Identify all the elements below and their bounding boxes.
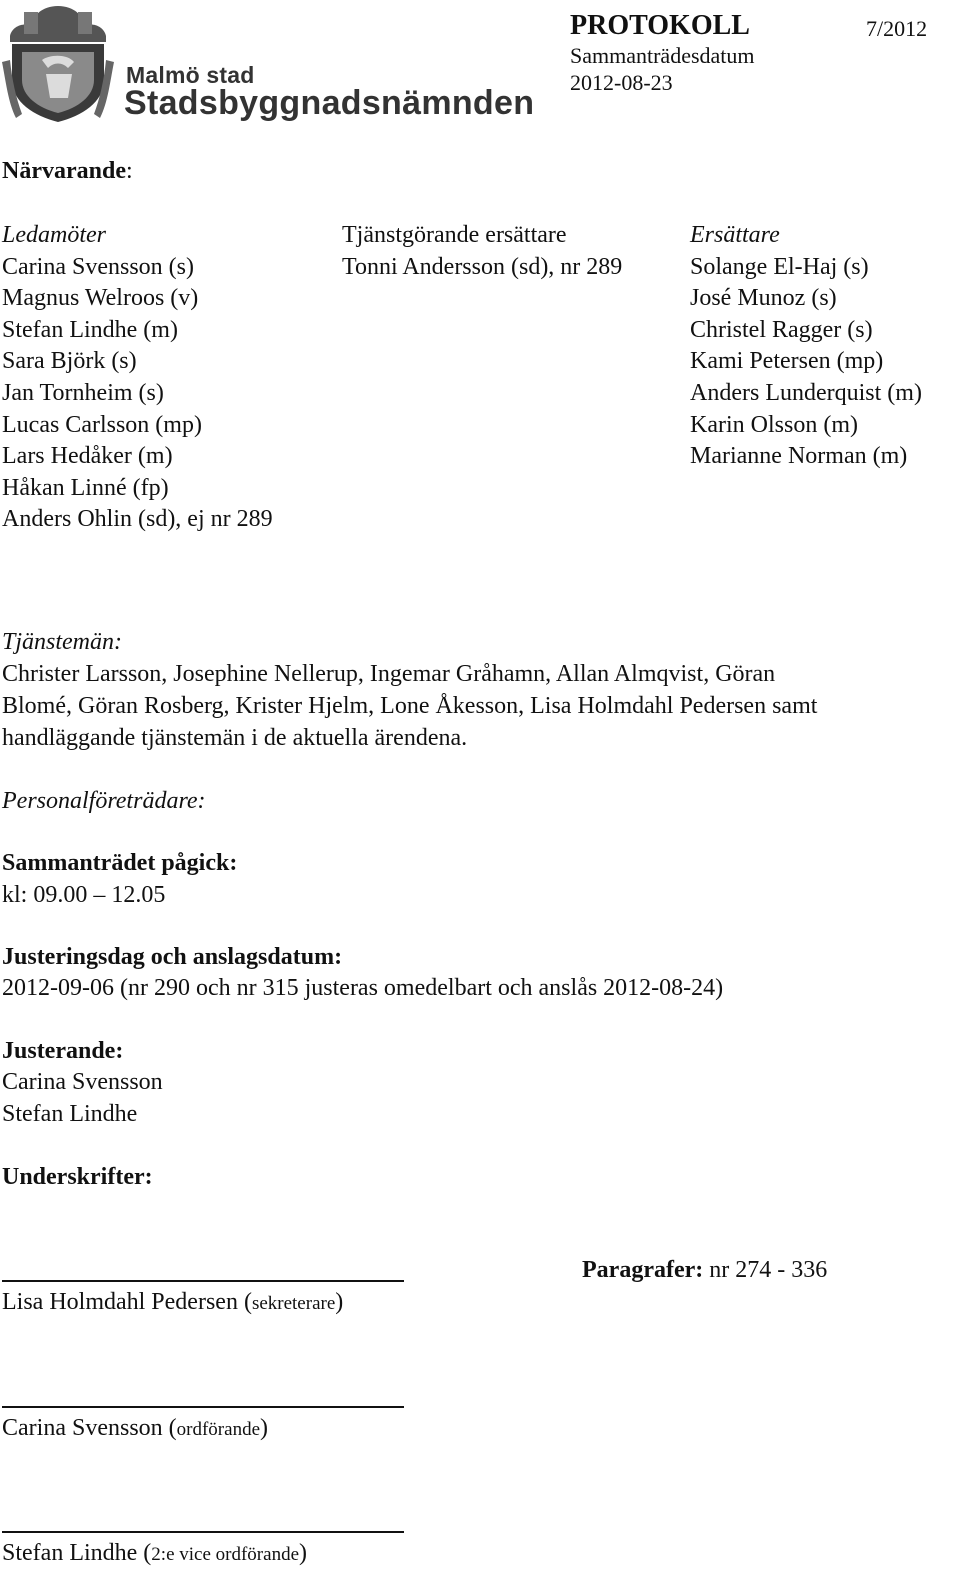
deputy-item: Marianne Norman (m) — [690, 443, 908, 470]
deputy-item: Christel Ragger (s) — [690, 316, 873, 343]
member-item: Anders Ohlin (sd), ej nr 289 — [2, 506, 273, 533]
member-item: Lars Hedåker (m) — [2, 443, 173, 470]
deputy-item: Kami Petersen (mp) — [690, 348, 884, 375]
logo-text-city: Malmö stad — [126, 62, 255, 88]
signatures-heading: Underskrifter: — [2, 1164, 153, 1190]
adjustment-heading: Justeringsdag och anslagsdatum: — [2, 944, 343, 970]
deputy-item: José Munoz (s) — [690, 285, 837, 312]
document-type: PROTOKOLL — [570, 10, 750, 41]
adjustment-value: 2012-09-06 (nr 290 och nr 315 justeras omedelbart och anslås 2012-08-24) — [2, 975, 724, 1001]
adjusters-heading: Justerande: — [2, 1038, 124, 1064]
meeting-date: 2012-08-23 — [570, 70, 673, 95]
logo-text-department: Stadsbyggnadsnämnden — [124, 84, 535, 122]
signature-role: sekreterare — [251, 1293, 336, 1314]
member-item: Sara Björk (s) — [2, 348, 137, 375]
serving-deputies-heading: Tjänstgörande ersättare — [342, 222, 567, 248]
members-heading: Ledamöter — [2, 222, 106, 248]
adjuster-name: Carina Svensson — [2, 1069, 163, 1095]
signature-name-text: Stefan Lindhe ( — [2, 1540, 152, 1566]
deputy-item: Karin Olsson (m) — [690, 411, 858, 438]
signature-role: ordförande — [176, 1419, 261, 1440]
serving-deputy-item: Tonni Andersson (sd), nr 289 — [342, 253, 623, 280]
signature-name — [2, 1413, 268, 1445]
officials-line: Christer Larsson, Josephine Nellerup, Ingemar Gråhamn, Allan Almqvist, Göran — [2, 661, 776, 687]
adjuster-name: Stefan Lindhe — [2, 1101, 138, 1127]
staff-representatives-heading: Personalföreträdare: — [2, 788, 206, 814]
coat-of-arms-icon — [2, 2, 114, 124]
document-number: 7/2012 — [866, 16, 928, 41]
deputies-column — [690, 220, 922, 473]
present-heading-label: Närvarande — [2, 158, 126, 184]
present-heading — [2, 156, 133, 187]
paragraphs-value: nr 274 - 336 — [709, 1257, 828, 1283]
signature-name — [2, 1287, 343, 1319]
members-column — [2, 220, 273, 536]
paragraphs-info — [582, 1255, 827, 1286]
signature-close: ) — [335, 1289, 344, 1315]
member-item: Lucas Carlsson (mp) — [2, 411, 202, 438]
signature-close: ) — [260, 1415, 269, 1441]
officials-line: Blomé, Göran Rosberg, Krister Hjelm, Lone Åkesson, Lisa Holmdahl Pedersen samt — [2, 693, 818, 719]
signature-line — [2, 1280, 404, 1282]
signature-line — [2, 1406, 404, 1408]
member-item: Jan Tornheim (s) — [2, 379, 164, 406]
member-item: Magnus Welroos (v) — [2, 285, 199, 312]
serving-deputies-column — [342, 220, 622, 283]
deputy-item: Solange El-Haj (s) — [690, 253, 869, 280]
signature-role: 2:e vice ordförande — [151, 1544, 300, 1565]
present-heading-colon: : — [125, 158, 133, 184]
member-item: Stefan Lindhe (m) — [2, 316, 178, 343]
signature-name-text: Carina Svensson ( — [2, 1415, 177, 1441]
signature-line — [2, 1531, 404, 1533]
signature-name-text: Lisa Holmdahl Pedersen ( — [2, 1289, 252, 1315]
meeting-time-heading: Sammanträdet pågick: — [2, 850, 238, 876]
signature-close: ) — [299, 1540, 308, 1566]
meeting-date-label: Sammanträdesdatum — [570, 43, 755, 68]
logo — [0, 0, 535, 130]
member-item: Carina Svensson (s) — [2, 253, 194, 280]
paragraphs-label: Paragrafer: — [582, 1257, 704, 1283]
signature-name — [2, 1538, 307, 1570]
officials-heading: Tjänstemän: — [2, 629, 122, 655]
deputies-heading: Ersättare — [690, 222, 780, 248]
officials-line: handläggande tjänstemän i de aktuella ärendena. — [2, 725, 468, 751]
officials-section — [2, 626, 817, 754]
meeting-time-value: kl: 09.00 – 12.05 — [2, 882, 166, 908]
member-item: Håkan Linné (fp) — [2, 474, 169, 501]
deputy-item: Anders Lunderquist (m) — [690, 379, 922, 406]
